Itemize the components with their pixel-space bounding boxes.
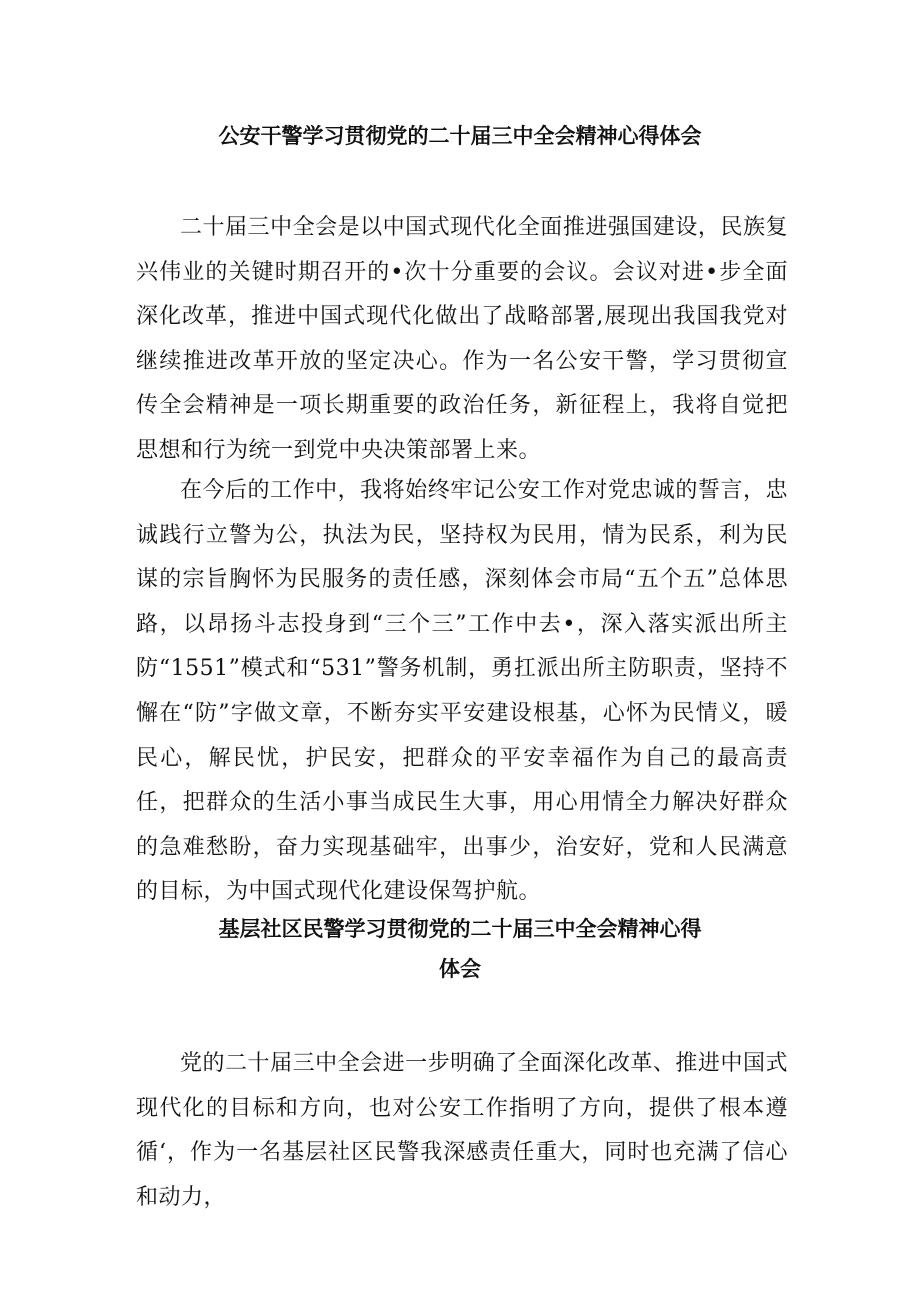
article-2-paragraph-1: 党的二十届三中全会进一步明确了全面深化改革、推进中国式现代化的目标和方向，也对公安工作指明了方向，提供了根本遵循‘，作为一名基层社区民警我深感责任重大，同时也充满了信心和动力， [136, 1051, 788, 1210]
article-1-paragraph-2: 在今后的工作中，我将始终牢记公安工作对党忠诚的誓言，忠诚践行立警为公，执法为民，坚持权为民用，情为民系，利为民谋的宗旨胸怀为民服务的责任感，深刻体会市局“五个五”总体思路，以昂扬斗志投身到“三个三”工作中去•，深入落实派出所主防“1551”模式和“531”警务机制，勇扛派出所主防职责，坚持不懈在“防”字做文章，不断夯实平安建设根基，心怀为民情义，暖民心，解民忧，护民安，把群众的平安幸福作为自己的最高责任，把群众的生活小事当成民生大事，用心用情全力解决好群众的急难愁盼，奋力实现基础牢，出事少，治安好，党和人民满意的目标，为中国式现代化建设保驾护航。 [136, 478, 788, 905]
article-2-title-line-2: 体会 [439, 957, 481, 981]
article-1-title: 公安干警学习贯彻党的二十届三中全会精神心得体会 [218, 124, 702, 148]
article-2-title-line-1: 基层社区民警学习贯彻党的二十届三中全会精神心得 [218, 917, 702, 941]
article-2-title [120, 909, 800, 989]
article-1-paragraph-1: 二十届三中全会是以中国式现代化全面推进强国建设，民族复兴伟业的关键时期召开的•次十分重要的会议。会议对进•步全面深化改革，推进中国式现代化做出了战略部署,展现出我国我党对继续推进改革开放的坚定决心。作为一名公安干警，学习贯彻宣传全会精神是一项长期重要的政治任务，新征程上，我将自觉把思想和行为统一到党中央决策部署上来。 [136, 215, 788, 463]
